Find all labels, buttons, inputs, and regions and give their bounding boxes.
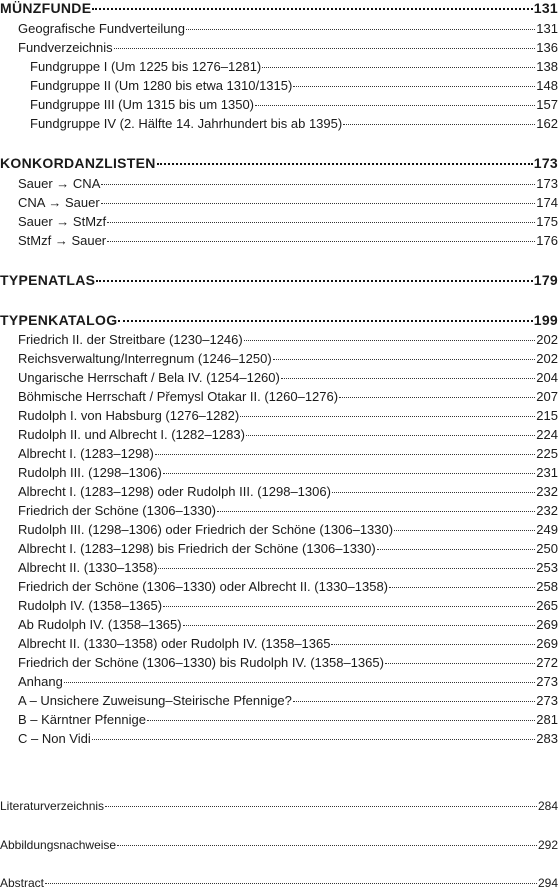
entry-label: Friedrich der Schöne (1306–1330) — [18, 503, 217, 518]
toc-entry — [0, 617, 558, 632]
page-number: 204 — [536, 370, 558, 385]
section-heading-typenkatalog — [0, 312, 558, 328]
dot-leader — [273, 359, 536, 360]
toc-entry — [0, 332, 558, 347]
page-number: 272 — [536, 655, 558, 670]
section-heading-konkordanzlisten — [0, 155, 558, 171]
entry-label: Abstract — [0, 876, 45, 890]
page-number: 176 — [536, 233, 558, 248]
toc-backmatter-entry — [0, 838, 558, 852]
toc-entry — [0, 503, 558, 518]
toc-entry — [0, 40, 558, 55]
entry-label: Böhmische Herrschaft / Přemysl Otakar II. (1260–1276) — [18, 389, 339, 404]
page-number: 292 — [537, 838, 558, 852]
page-number: 202 — [536, 332, 558, 347]
dot-leader — [217, 511, 535, 512]
page-number: 269 — [536, 617, 558, 632]
dot-leader — [255, 105, 535, 106]
page-number: 175 — [536, 214, 558, 229]
toc-entry — [0, 655, 558, 670]
entry-label: Friedrich der Schöne (1306–1330) oder Albrecht II. (1330–1358) — [18, 579, 389, 594]
toc-entry — [0, 116, 558, 131]
toc-entry — [0, 370, 558, 385]
page-number: 202 — [536, 351, 558, 366]
entry-label: Fundgruppe I (Um 1225 bis 1276–1281) — [30, 59, 262, 74]
entry-label: Fundgruppe II (Um 1280 bis etwa 1310/1315) — [30, 78, 293, 93]
entry-label: Ungarische Herrschaft / Bela IV. (1254–1260) — [18, 370, 280, 385]
page-number: 284 — [537, 799, 558, 813]
page-number: 232 — [536, 503, 558, 518]
page-number: 265 — [536, 598, 558, 613]
dot-leader — [339, 397, 535, 398]
entry-label: Abbildungsnachweise — [0, 838, 117, 852]
dot-leader — [101, 203, 536, 204]
page-number: 250 — [536, 541, 558, 556]
dot-leader — [45, 883, 537, 884]
section-title: MÜNZFUNDE — [0, 0, 92, 16]
page-number: 173 — [536, 176, 558, 191]
page-number: 138 — [536, 59, 558, 74]
page-number: 207 — [536, 389, 558, 404]
dot-leader — [262, 67, 535, 68]
entry-label: Albrecht I. (1283–1298) — [18, 446, 154, 461]
page-number: 131 — [536, 21, 558, 36]
page-number: 136 — [536, 40, 558, 55]
page-number: 283 — [536, 731, 558, 746]
dot-leader — [117, 845, 537, 846]
dot-leader — [118, 320, 532, 322]
page-number: 179 — [533, 272, 558, 288]
page-number: 225 — [536, 446, 558, 461]
page-number: 273 — [536, 674, 558, 689]
page-number: 269 — [536, 636, 558, 651]
entry-label: Rudolph II. und Albrecht I. (1282–1283) — [18, 427, 245, 442]
dot-leader — [331, 644, 535, 645]
toc-entry — [0, 598, 558, 613]
dot-leader — [186, 29, 535, 30]
page-number: 258 — [536, 579, 558, 594]
section-title: KONKORDANZLISTEN — [0, 155, 156, 171]
page-number: 157 — [536, 97, 558, 112]
toc-entry — [0, 484, 558, 499]
entry-label: Anhang — [18, 674, 63, 689]
entry-label: Reichsverwaltung/Interregnum (1246–1250) — [18, 351, 272, 366]
toc-backmatter-entry — [0, 799, 558, 813]
toc-entry — [0, 78, 558, 93]
dot-leader — [107, 241, 535, 242]
toc-entry — [0, 522, 558, 537]
entry-label: CNA → Sauer — [18, 195, 100, 210]
dot-leader — [158, 568, 535, 569]
entry-label: Friedrich II. der Streitbare (1230–1246) — [18, 332, 243, 347]
dot-leader — [96, 280, 532, 282]
dot-leader — [394, 530, 535, 531]
dot-leader — [244, 340, 536, 341]
toc-entry — [0, 541, 558, 556]
page-number: 224 — [536, 427, 558, 442]
entry-label: Sauer → StMzf — [18, 214, 107, 229]
dot-leader — [293, 701, 535, 702]
page-number: 162 — [536, 116, 558, 131]
entry-label: Friedrich der Schöne (1306–1330) bis Rudolph IV. (1358–1365) — [18, 655, 384, 670]
dot-leader — [155, 454, 535, 455]
toc-entry — [0, 176, 558, 191]
entry-label: StMzf → Sauer — [18, 233, 107, 248]
toc-entry — [0, 408, 558, 423]
toc-entry — [0, 351, 558, 366]
dot-leader — [147, 720, 535, 721]
entry-label: Rudolph III. (1298–1306) oder Friedrich der Schöne (1306–1330) — [18, 522, 394, 537]
entry-label: Albrecht II. (1330–1358) oder Rudolph IV. (1358–1365 — [18, 636, 331, 651]
entry-label: Albrecht I. (1283–1298) bis Friedrich der Schöne (1306–1330) — [18, 541, 376, 556]
dot-leader — [389, 587, 535, 588]
toc-entry — [0, 465, 558, 480]
page-number: 131 — [533, 0, 558, 16]
entry-label: Literaturverzeichnis — [0, 799, 105, 813]
entry-label: B – Kärntner Pfennige — [18, 712, 146, 727]
dot-leader — [157, 163, 533, 165]
toc-entry — [0, 233, 558, 248]
entry-label: Rudolph I. von Habsburg (1276–1282) — [18, 408, 240, 423]
toc-entry — [0, 195, 558, 210]
dot-leader — [101, 184, 535, 185]
entry-label: Ab Rudolph IV. (1358–1365) — [18, 617, 182, 632]
section-title: TYPENKATALOG — [0, 312, 118, 328]
dot-leader — [183, 625, 536, 626]
toc-entry — [0, 636, 558, 651]
toc-entry — [0, 427, 558, 442]
dot-leader — [107, 222, 535, 223]
page-number: 199 — [533, 312, 558, 328]
toc-entry — [0, 693, 558, 708]
toc-entry — [0, 731, 558, 746]
toc-entry — [0, 59, 558, 74]
toc-entry — [0, 389, 558, 404]
dot-leader — [385, 663, 535, 664]
section-heading-muenzfunde — [0, 0, 558, 16]
page-number: 249 — [536, 522, 558, 537]
page-number: 231 — [536, 465, 558, 480]
entry-label: A – Unsichere Zuweisung–Steirische Pfennige? — [18, 693, 292, 708]
page-number: 174 — [536, 195, 558, 210]
entry-label: Rudolph IV. (1358–1365) — [18, 598, 163, 613]
page-number: 173 — [533, 155, 558, 171]
page-number: 281 — [536, 712, 558, 727]
toc-entry — [0, 712, 558, 727]
toc-entry — [0, 560, 558, 575]
toc-entry — [0, 214, 558, 229]
entry-label: Geografische Fundverteilung — [18, 21, 185, 36]
entry-label: Albrecht II. (1330–1358) — [18, 560, 158, 575]
dot-leader — [114, 48, 536, 49]
toc-entry — [0, 97, 558, 112]
entry-label: Fundgruppe III (Um 1315 bis um 1350) — [30, 97, 255, 112]
dot-leader — [92, 8, 532, 10]
entry-label: Albrecht I. (1283–1298) oder Rudolph III. (1298–1306) — [18, 484, 331, 499]
page-number: 253 — [536, 560, 558, 575]
section-heading-typenatlas — [0, 272, 558, 288]
entry-label: C – Non Vidi — [18, 731, 91, 746]
dot-leader — [105, 806, 537, 807]
toc-entry — [0, 21, 558, 36]
dot-leader — [246, 435, 535, 436]
toc-entry — [0, 674, 558, 689]
section-title: TYPENATLAS — [0, 272, 96, 288]
entry-label: Sauer → CNA — [18, 176, 101, 191]
page-number: 294 — [537, 876, 558, 890]
dot-leader — [377, 549, 536, 550]
dot-leader — [240, 416, 535, 417]
entry-label: Rudolph III. (1298–1306) — [18, 465, 162, 480]
dot-leader — [281, 378, 535, 379]
dot-leader — [64, 682, 535, 683]
page-number: 232 — [536, 484, 558, 499]
dot-leader — [163, 473, 535, 474]
dot-leader — [163, 606, 535, 607]
page-number: 148 — [536, 78, 558, 93]
toc-backmatter-entry — [0, 876, 558, 890]
toc-entry — [0, 446, 558, 461]
entry-label: Fundverzeichnis — [18, 40, 113, 55]
entry-label: Fundgruppe IV (2. Hälfte 14. Jahrhundert bis ab 1395) — [30, 116, 343, 131]
page-number: 215 — [536, 408, 558, 423]
page-number: 273 — [536, 693, 558, 708]
dot-leader — [92, 739, 536, 740]
dot-leader — [293, 86, 535, 87]
toc-entry — [0, 579, 558, 594]
dot-leader — [343, 124, 535, 125]
dot-leader — [332, 492, 535, 493]
